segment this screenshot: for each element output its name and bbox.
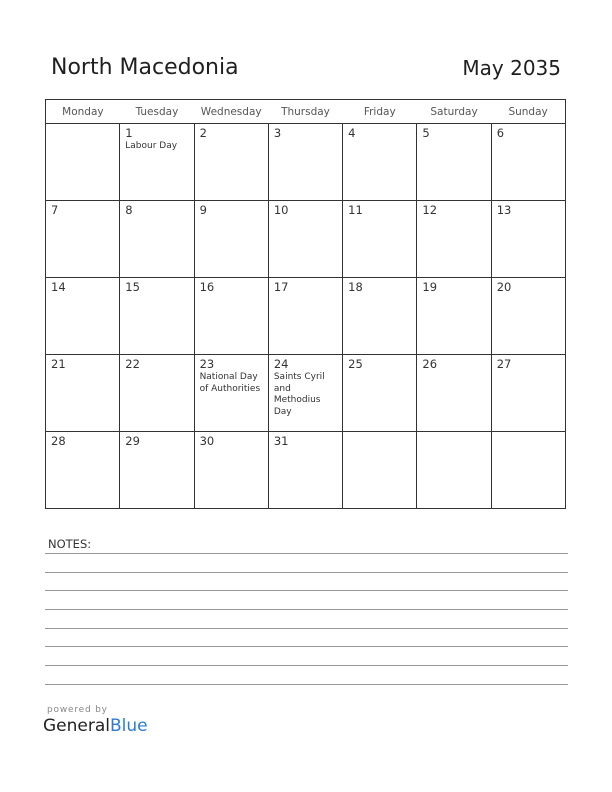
notes-line <box>45 590 568 591</box>
day-number: 9 <box>199 203 207 217</box>
day-cell <box>46 432 120 509</box>
day-number: 8 <box>125 203 133 217</box>
day-number: 2 <box>199 126 207 140</box>
notes-line <box>45 572 568 573</box>
brand-blue: Blue <box>110 716 148 736</box>
weekday-saturday: Saturday <box>417 100 491 124</box>
day-cell <box>268 355 342 432</box>
day-number: 22 <box>125 357 140 371</box>
calendar-grid <box>45 99 566 509</box>
notes-label: NOTES: <box>48 537 92 551</box>
day-cell <box>194 201 268 278</box>
day-cell <box>120 432 194 509</box>
weekday-monday: Monday <box>46 100 120 124</box>
day-number: 18 <box>348 280 363 294</box>
day-number: 16 <box>199 280 215 294</box>
day-cell <box>417 201 491 278</box>
day-cell <box>417 432 491 509</box>
brand-general: General <box>43 716 110 736</box>
weekday-header-row <box>46 100 566 124</box>
day-cell <box>343 355 417 432</box>
weekday-tuesday: Tuesday <box>120 100 194 124</box>
notes-line <box>45 609 568 610</box>
day-cell <box>194 124 268 201</box>
notes-line <box>45 628 568 629</box>
holiday-label: Labour Day <box>125 141 178 151</box>
day-cell <box>46 355 120 432</box>
day-number: 15 <box>125 280 140 294</box>
day-number: 25 <box>348 357 363 371</box>
day-number: 24 <box>273 357 289 371</box>
month-year-title: May 2035 <box>462 56 561 80</box>
day-number: 27 <box>496 357 512 371</box>
day-number: 20 <box>496 280 512 294</box>
day-cell <box>491 278 565 355</box>
notes-line <box>45 684 568 685</box>
country-title: North Macedonia <box>51 55 239 80</box>
day-cell <box>343 278 417 355</box>
day-number: 5 <box>422 126 430 140</box>
day-cell <box>343 432 417 509</box>
day-cell <box>491 201 565 278</box>
holiday-label: Saints Cyril and Methodius Day <box>273 372 325 417</box>
day-number: 4 <box>348 126 356 140</box>
day-number: 14 <box>51 280 66 294</box>
day-number: 26 <box>422 357 438 371</box>
day-number: 11 <box>348 203 363 217</box>
day-number: 7 <box>51 203 59 217</box>
notes-line <box>45 665 568 666</box>
day-number: 21 <box>51 357 66 371</box>
day-cell <box>417 278 491 355</box>
day-number: 1 <box>125 126 133 140</box>
day-number: 13 <box>496 203 512 217</box>
day-cell <box>46 124 120 201</box>
day-number: 12 <box>422 203 438 217</box>
day-cell <box>417 124 491 201</box>
day-number: 10 <box>273 203 289 217</box>
generalblue-logo[interactable] <box>43 716 148 736</box>
day-number: 19 <box>422 280 438 294</box>
day-number: 17 <box>273 280 289 294</box>
weekday-wednesday: Wednesday <box>194 100 268 124</box>
day-cell <box>194 355 268 432</box>
day-number: 30 <box>199 434 215 448</box>
week-row <box>46 124 566 201</box>
day-number: 23 <box>199 357 215 371</box>
powered-by-text: powered by <box>47 705 108 715</box>
week-row <box>46 201 566 278</box>
weekday-friday: Friday <box>343 100 417 124</box>
day-cell <box>194 432 268 509</box>
week-row <box>46 278 566 355</box>
weekday-thursday: Thursday <box>268 100 342 124</box>
day-cell <box>491 432 565 509</box>
day-cell <box>268 201 342 278</box>
notes-line <box>45 553 568 554</box>
day-cell <box>268 124 342 201</box>
day-cell <box>491 124 565 201</box>
week-row <box>46 355 566 432</box>
notes-line <box>45 646 568 647</box>
day-cell <box>268 278 342 355</box>
day-cell <box>268 432 342 509</box>
day-cell <box>194 278 268 355</box>
day-number: 28 <box>51 434 66 448</box>
day-number: 3 <box>273 126 282 140</box>
day-cell <box>120 201 194 278</box>
day-number: 31 <box>273 434 289 448</box>
holiday-label: National Day of Authorities <box>199 372 261 394</box>
day-cell <box>491 355 565 432</box>
day-cell <box>343 124 417 201</box>
day-cell <box>120 278 194 355</box>
week-row <box>46 432 566 509</box>
day-cell <box>120 124 194 201</box>
day-cell <box>417 355 491 432</box>
day-cell <box>46 201 120 278</box>
weekday-sunday: Sunday <box>491 100 565 124</box>
day-cell <box>46 278 120 355</box>
day-number: 29 <box>125 434 140 448</box>
day-cell <box>343 201 417 278</box>
day-cell <box>120 355 194 432</box>
day-number: 6 <box>496 126 505 140</box>
